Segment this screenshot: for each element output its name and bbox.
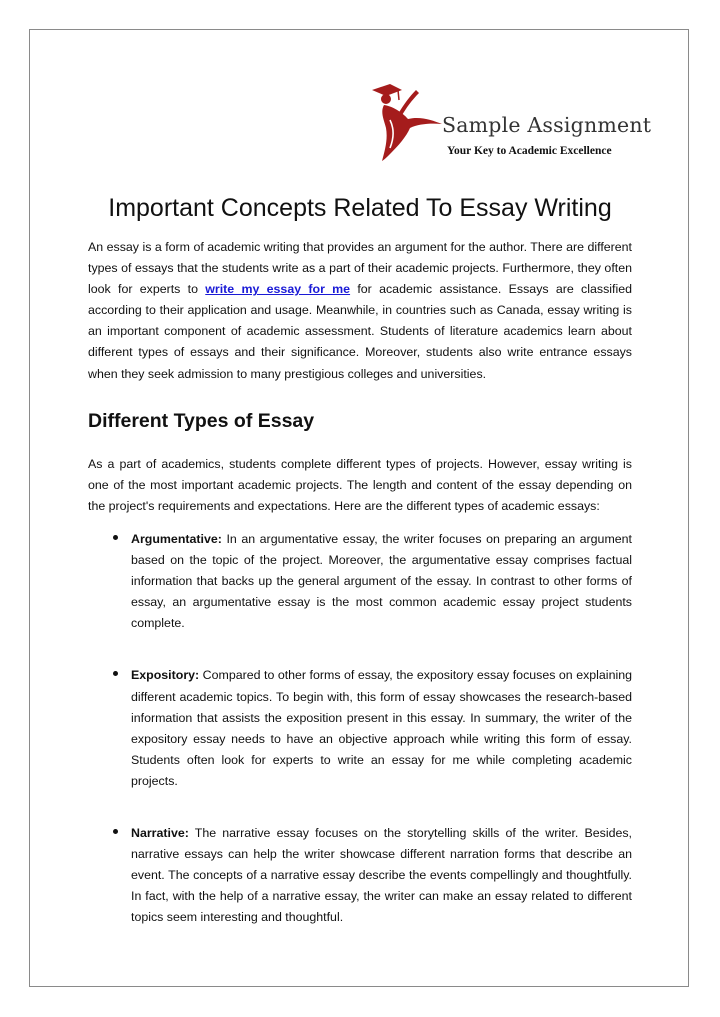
brand-logo <box>368 82 652 162</box>
list-item-text: In an argumentative essay, the writer focuses on preparing an argument based on the topic of the project. Moreover, the argumentative essay comprises factual information that backs up the general argument of the essay. In contrast to other forms of essay, an argumentative essay is the most common academic essay project students complete. <box>131 531 632 631</box>
document-body <box>88 190 632 959</box>
list-item-text: Compared to other forms of essay, the expository essay focuses on explaining different academic topics. To begin with, this form of essay showcases the research-based information that assists the exposition present in this essay. In summary, the writer of the expository essay needs to have an objective approach while writing this form of essay. Students often look for experts to write an essay for me while completing academic projects. <box>131 668 632 788</box>
brand-tagline: Your Key to Academic Excellence <box>447 145 612 157</box>
list-item-text: The narrative essay focuses on the storytelling skills of the writer. Besides, narrative essays can help the writer showcase different narration forms that describe an event. The concepts of a narrative essay describe the events compellingly and thoughtfully. In fact, with the help of a narrative essay, the writer can make an essay related to different topics seem interesting and thoughtful. <box>131 825 632 925</box>
list-item-paragraph <box>131 665 632 792</box>
bullet-icon <box>113 671 118 676</box>
bullet-icon <box>113 829 118 834</box>
bullet-icon <box>113 535 118 540</box>
list-item-expository <box>88 665 632 792</box>
intro-text-end: for academic assistance. Essays are classified according to their application and usage. Meanwhile, in countries such as Canada, essay writing is an important component of academic assessment. Students of literature academics learn about different types of essays and their significance. Moreover, students also write entrance essays when they seek admission to many prestigious colleges and universities. <box>88 282 632 381</box>
document-title: Important Concepts Related To Essay Writing <box>108 194 612 222</box>
intro-paragraph <box>88 237 632 385</box>
list-item-term: Argumentative: <box>131 531 222 546</box>
list-item-term: Expository: <box>131 668 200 683</box>
list-item-term: Narrative: <box>131 825 189 840</box>
brand-name: Sample Assignment <box>442 113 652 137</box>
section-intro-paragraph: As a part of academics, students complete different types of projects. However, essay writing is one of the most important academic projects. The length and content of the essay depending on the project's requirements and expectations. Here are the different types of academic essays: <box>88 456 632 513</box>
list-item-argumentative <box>88 529 632 634</box>
list-item-paragraph <box>131 823 632 928</box>
intro-text-start: An essay is a form of academic writing that provides an argument for the author. There are different types of essays that the students write as a part of their academic projects. Furthermore, they often look for experts to <box>88 240 632 297</box>
essay-types-list <box>88 529 632 929</box>
list-item-paragraph <box>131 529 632 634</box>
list-item-narrative <box>88 823 632 928</box>
scholar-figure-logo-icon <box>368 82 450 162</box>
section-heading: Different Types of Essay <box>88 409 315 432</box>
write-my-essay-link[interactable]: write my essay for me <box>205 282 351 297</box>
